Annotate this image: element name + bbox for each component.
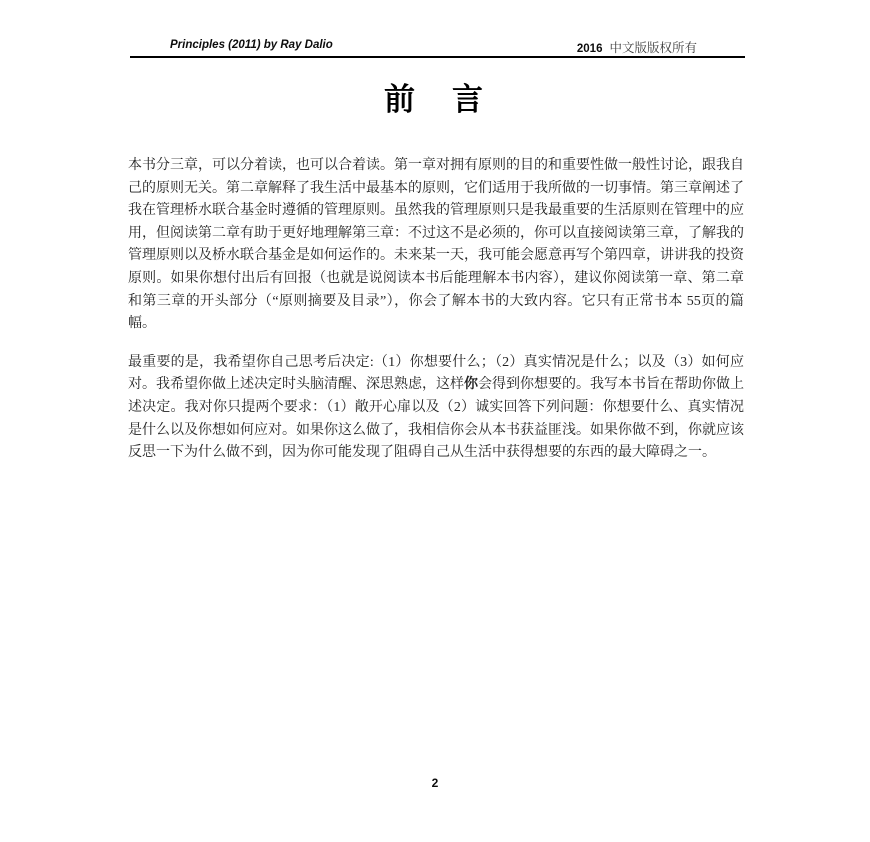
header-copyright-text: 中文版版权所有 — [609, 41, 697, 55]
paragraph-2-text-before: 最重要的是，我希望你自己思考后决定:（1）你想要什么；（2）真实情况是什么；以及（3）如何应对。我希望你做上述决定时头脑清醒、深思熟虑，这样 — [128, 354, 744, 393]
paragraph-1: 本书分三章，可以分着读，也可以合着读。第一章对拥有原则的目的和重要性做一般性讨论，跟我自己的原则无关。第二章解释了我生活中最基本的原则，它们适用于我所做的一切事情。第三章阐述了我在管理桥水联合基金时遵循的管理原则。虽然我的管理原则只是我最重要的生活原则在管理中的应用，但阅读第二章有助于更好地理解第三章：不过这不是必须的，你可以直接阅读第三章，了解我的管理原则以及桥水联合基金是如何运作的。未来某一天，我可能会愿意再写个第四章，讲讲我的投资原则。如果你想付出后有回报（也就是说阅读本书后能理解本书内容），建议你阅读第一章、第二章和第三章的开头部分（“原则摘要及目录”），你会了解本书的大致内容。它只有正常书本 55页的篇幅。 — [128, 158, 744, 332]
header-rule-divider — [130, 56, 745, 58]
header-copyright — [577, 38, 697, 56]
page-title: 前 言 — [384, 82, 486, 117]
paragraph-2-text-after: 会得到你想要的。我写本书旨在帮助你做上述决定。我对你只提两个要求：（1）敞开心扉以及（2）诚实回答下列问题：你想要什么、真实情况是什么以及你想如何应对。如果你这么做了，我相信你会从本书获益匪浅。如果你做不到，你就应该反思一下为什么做不到，因为你可能发现了阻碍自己从生活中获得想要的东西的最大障碍之一。 — [128, 377, 744, 461]
paragraph-2 — [128, 352, 744, 465]
header-book-title: Principles (2011) by Ray Dalio — [170, 39, 333, 51]
page-header — [130, 38, 745, 56]
paragraph-2-bold-word: 你 — [464, 377, 478, 393]
page-footer — [0, 776, 870, 790]
document-body — [128, 155, 744, 465]
page-number: 2 — [431, 776, 439, 790]
header-year: 2016 — [576, 43, 603, 55]
